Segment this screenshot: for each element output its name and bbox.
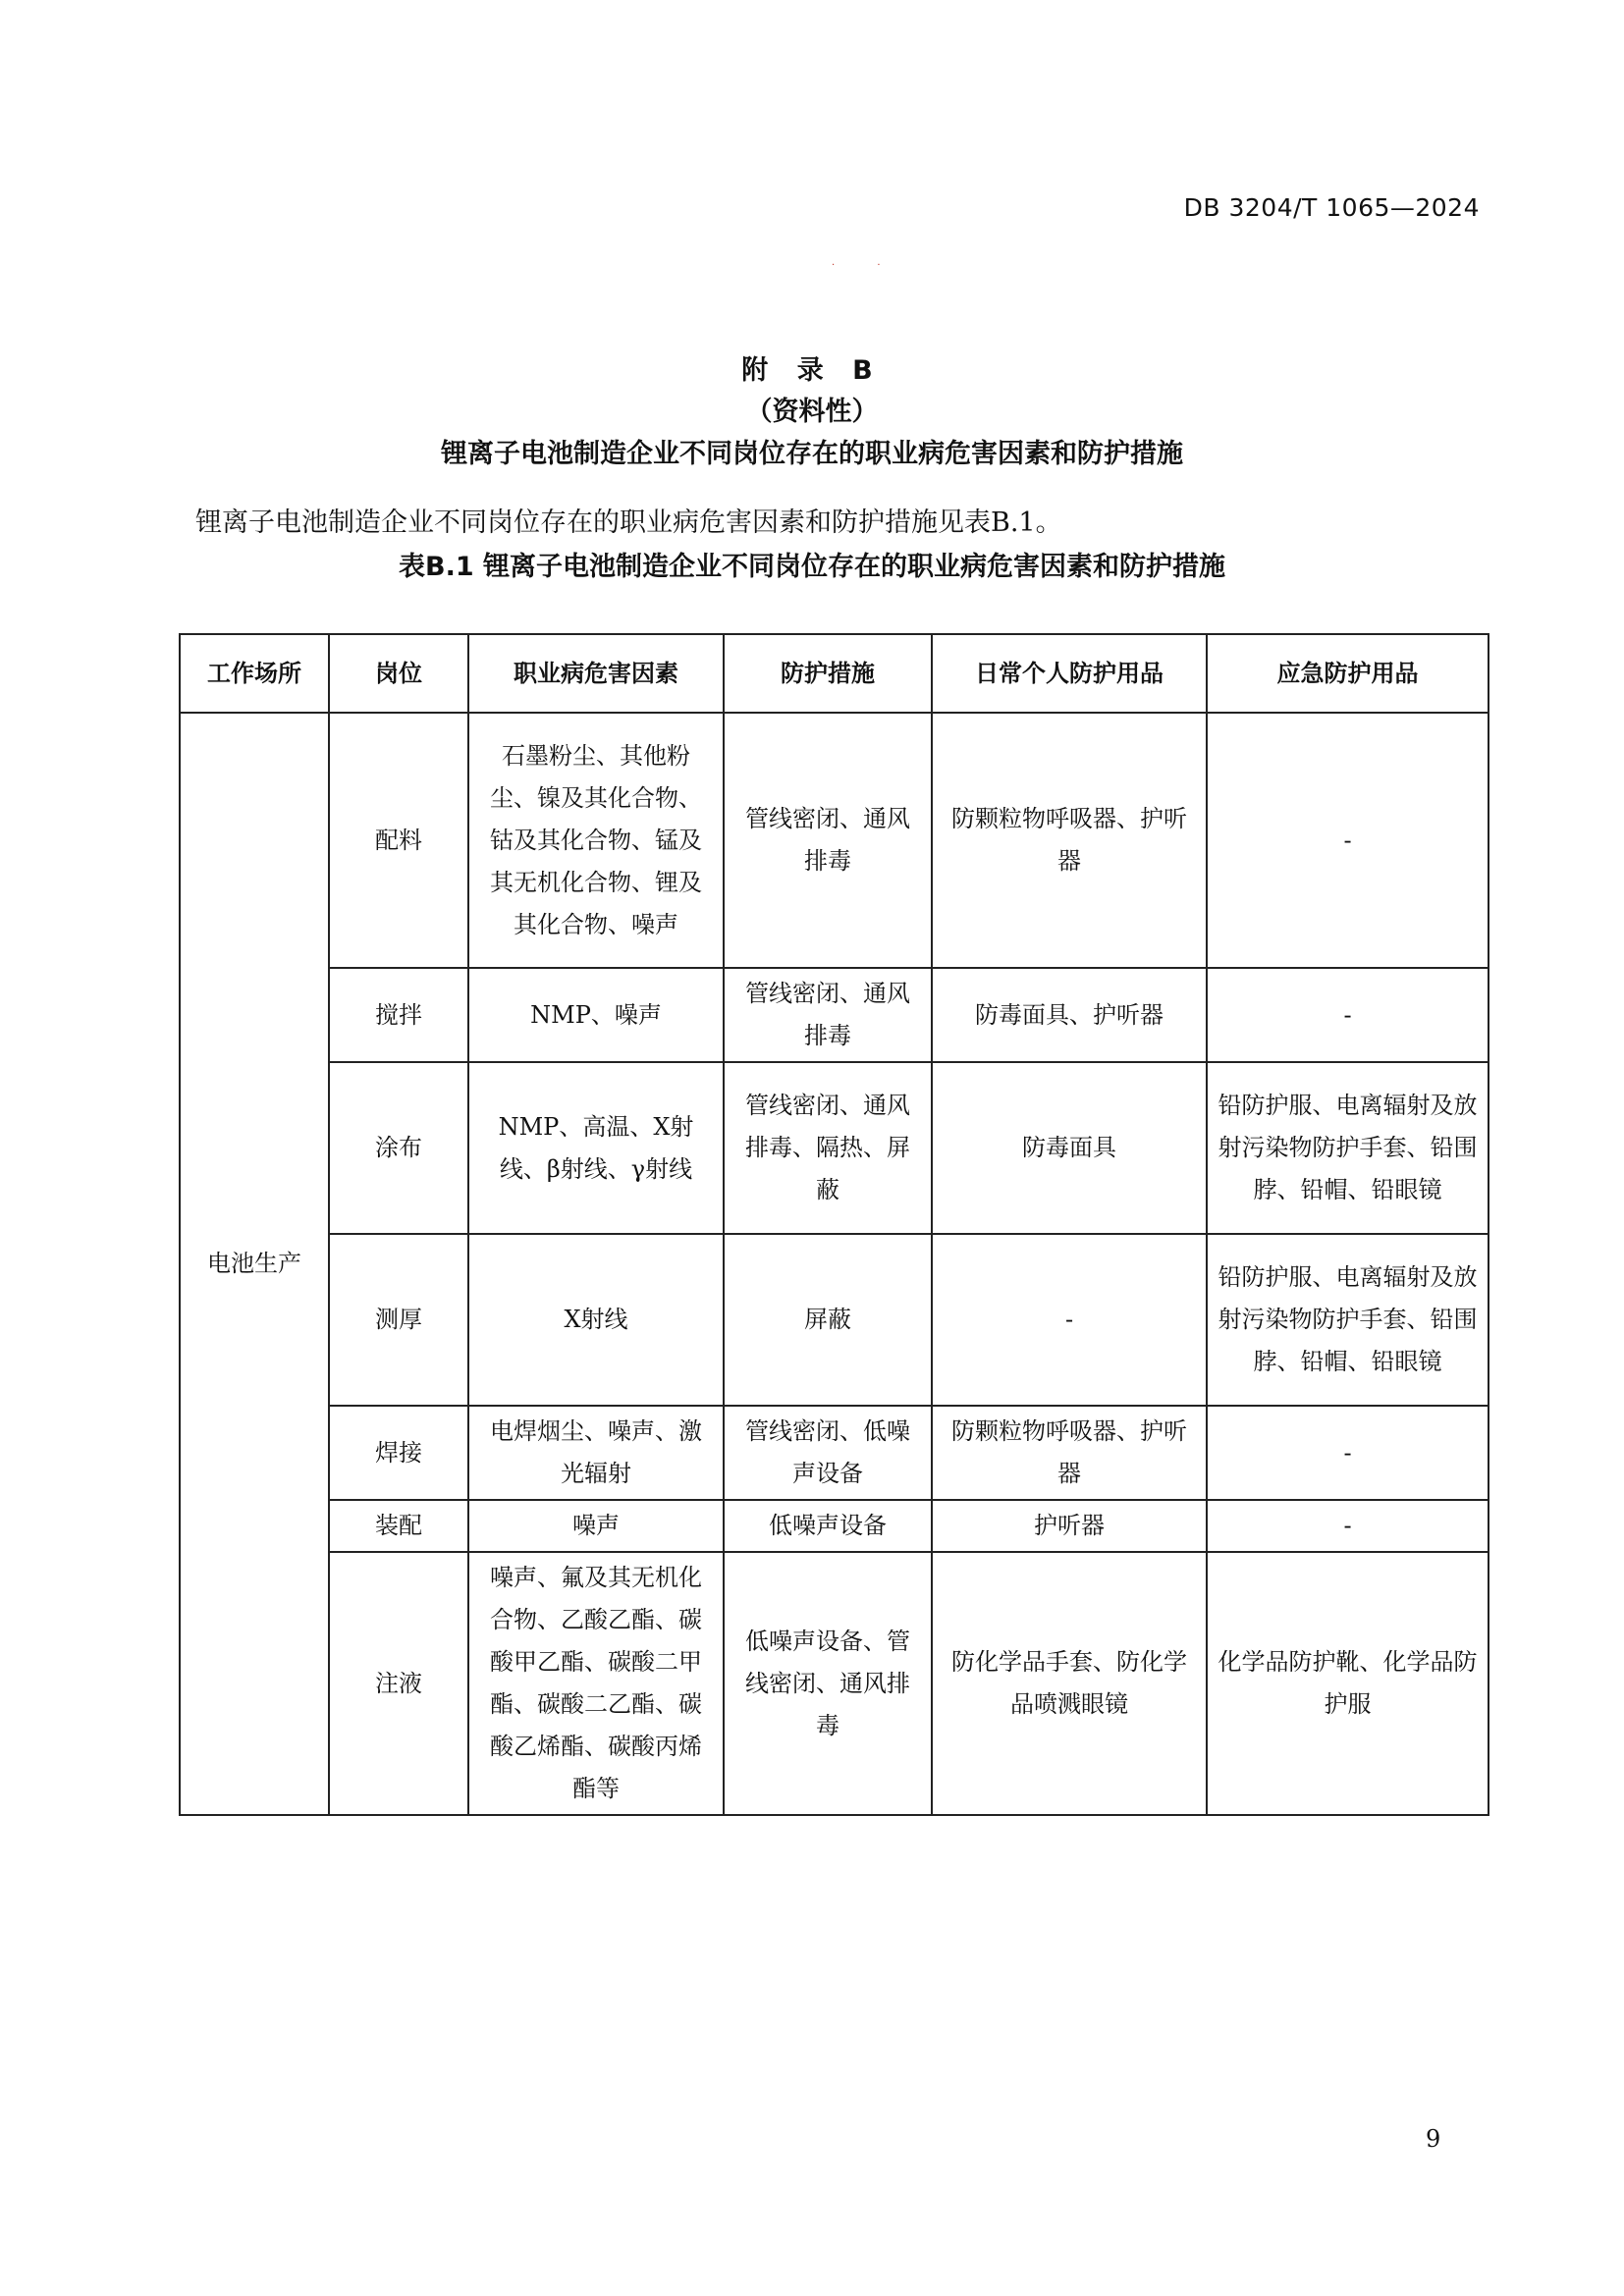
post-cell: 装配 <box>329 1500 468 1552</box>
ppe-cell: 护听器 <box>932 1500 1207 1552</box>
hazard-table <box>179 633 1489 1816</box>
header-ppe: 日常个人防护用品 <box>932 634 1207 713</box>
emergency-cell: 化学品防护靴、化学品防护服 <box>1207 1552 1489 1815</box>
post-cell: 搅拌 <box>329 968 468 1062</box>
ppe-cell: 防化学品手套、防化学品喷溅眼镜 <box>932 1552 1207 1815</box>
hazard-cell: 石墨粉尘、其他粉尘、镍及其化合物、钴及其化合物、锰及其无机化合物、锂及其化合物、噪声 <box>468 713 724 968</box>
measure-cell: 管线密闭、通风排毒 <box>724 968 932 1062</box>
appendix-title: 锂离子电池制造企业不同岗位存在的职业病危害因素和防护措施 <box>441 439 1183 469</box>
table-row <box>180 713 1489 968</box>
table-row <box>180 1234 1489 1406</box>
emergency-cell: - <box>1207 968 1489 1062</box>
header-hazard: 职业病危害因素 <box>468 634 724 713</box>
hazard-cell: 电焊烟尘、噪声、激光辐射 <box>468 1406 724 1500</box>
ppe-cell: 防毒面具 <box>932 1062 1207 1234</box>
post-cell: 涂布 <box>329 1062 468 1234</box>
appendix-nature: （资料性） <box>745 397 879 427</box>
measure-cell: 低噪声设备 <box>724 1500 932 1552</box>
measure-cell: 低噪声设备、管线密闭、通风排毒 <box>724 1552 932 1815</box>
ppe-cell: 防毒面具、护听器 <box>932 968 1207 1062</box>
workplace-cell: 电池生产 <box>180 713 329 1815</box>
post-cell: 配料 <box>329 713 468 968</box>
emergency-cell: 铅防护服、电离辐射及放射污染物防护手套、铅围脖、铅帽、铅眼镜 <box>1207 1062 1489 1234</box>
emergency-cell: - <box>1207 713 1489 968</box>
header-post: 岗位 <box>329 634 468 713</box>
header-emergency: 应急防护用品 <box>1207 634 1489 713</box>
document-code: DB 3204/T 1065—2024 <box>1183 193 1480 222</box>
post-cell: 注液 <box>329 1552 468 1815</box>
measure-cell: 管线密闭、通风排毒 <box>724 713 932 968</box>
table-row <box>180 968 1489 1062</box>
table-row <box>180 1062 1489 1234</box>
table-row <box>180 1552 1489 1815</box>
hazard-cell: X射线 <box>468 1234 724 1406</box>
measure-cell: 管线密闭、通风排毒、隔热、屏蔽 <box>724 1062 932 1234</box>
ppe-cell: 防颗粒物呼吸器、护听器 <box>932 713 1207 968</box>
table-row <box>180 1500 1489 1552</box>
hazard-cell: NMP、高温、X射线、β射线、γ射线 <box>468 1062 724 1234</box>
header-workplace: 工作场所 <box>180 634 329 713</box>
emergency-cell: - <box>1207 1500 1489 1552</box>
header-measure: 防护措施 <box>724 634 932 713</box>
measure-cell: 管线密闭、低噪声设备 <box>724 1406 932 1500</box>
header-mark: · · <box>832 260 900 271</box>
hazard-cell: 噪声、氟及其无机化合物、乙酸乙酯、碳酸甲乙酯、碳酸二甲酯、碳酸二乙酯、碳酸乙烯酯、碳酸丙烯酯等 <box>468 1552 724 1815</box>
appendix-label: 附 录 B <box>741 355 883 386</box>
table-title: 表B.1 锂离子电池制造企业不同岗位存在的职业病危害因素和防护措施 <box>398 552 1226 582</box>
post-cell: 测厚 <box>329 1234 468 1406</box>
emergency-cell: - <box>1207 1406 1489 1500</box>
measure-cell: 屏蔽 <box>724 1234 932 1406</box>
ppe-cell: 防颗粒物呼吸器、护听器 <box>932 1406 1207 1500</box>
post-cell: 焊接 <box>329 1406 468 1500</box>
hazard-cell: 噪声 <box>468 1500 724 1552</box>
page-number: 9 <box>1426 2125 1441 2153</box>
emergency-cell: 铅防护服、电离辐射及放射污染物防护手套、铅围脖、铅帽、铅眼镜 <box>1207 1234 1489 1406</box>
intro-paragraph: 锂离子电池制造企业不同岗位存在的职业病危害因素和防护措施见表B.1。 <box>195 507 1062 538</box>
table-row <box>180 1406 1489 1500</box>
table-header-row <box>180 634 1489 713</box>
hazard-cell: NMP、噪声 <box>468 968 724 1062</box>
ppe-cell: - <box>932 1234 1207 1406</box>
